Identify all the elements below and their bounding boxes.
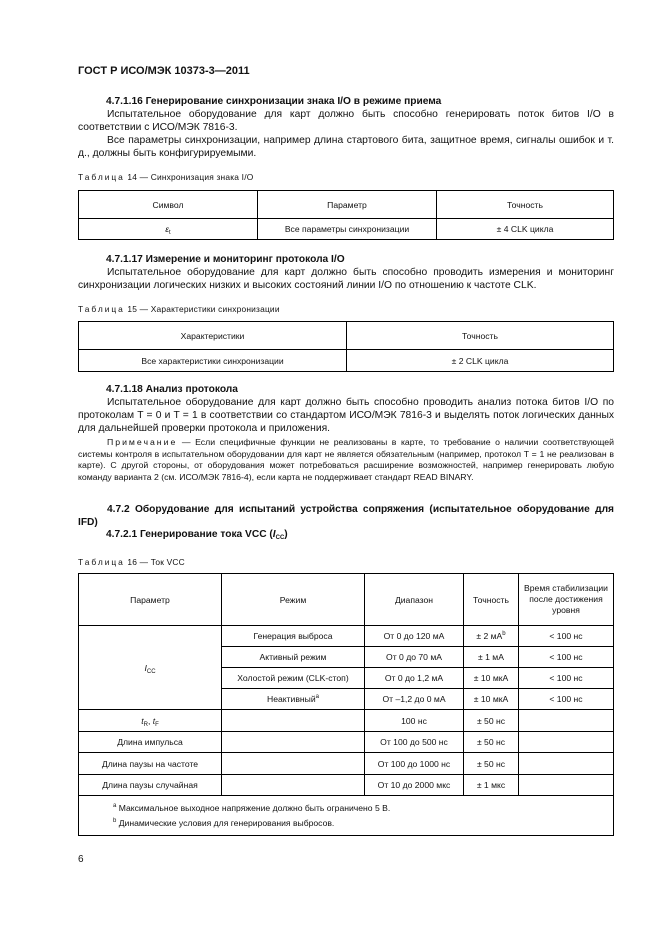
table-cell: < 100 нс (519, 626, 614, 647)
paragraph: Испытательное оборудование для карт должно быть способно проводить измерения и мониторинг синхронизации логических низких и высоких состояний линии I/O по отношению к частоте CLK. (78, 267, 614, 291)
page-number: 6 (78, 854, 84, 865)
section-heading-4-7-2: 4.7.2 Оборудование для испытаний устройства сопряжения (испытательное оборудование для IFD) (78, 504, 614, 528)
empty-cell (519, 753, 614, 775)
empty-cell (222, 710, 365, 732)
table-cell: От 100 до 500 нс (365, 732, 464, 753)
table-cell: ± 1 мкс (464, 775, 519, 796)
header-cell: Диапазон (365, 574, 464, 626)
table-14 (78, 190, 614, 240)
footnote-b: $^b$ Динамические условия для генерирования выбросов. (113, 817, 335, 828)
tr-tf-cell: $t_R$, $t_F$ (79, 710, 222, 732)
table-cell: < 100 нс (519, 668, 614, 689)
header-cell: Параметр (258, 191, 437, 219)
empty-cell (519, 732, 614, 753)
table-cell: ± 50 нс (464, 732, 519, 753)
table-cell: ± 2 CLK цикла (347, 350, 614, 372)
table-cell: От 0 до 120 мА (365, 626, 464, 647)
icc-cell: $I_{CC}$ (79, 626, 222, 710)
header-cell: Время стабилизации после достижения уровня (519, 574, 614, 626)
empty-cell (222, 775, 365, 796)
table-caption: Таблица 16 — Ток VCC (78, 557, 185, 567)
table-cell: ± 50 нс (464, 753, 519, 775)
paragraph: Все параметры синхронизации, например длина стартового бита, защитное время, сигналы ошибок и т. д., должны быть конфигурируемыми. (78, 135, 614, 159)
paragraph: Испытательное оборудование для карт должно быть способно генерировать поток битов I/O в соответствии с ИСО/МЭК 7816-3. (78, 109, 614, 133)
symbol-cell: $\varepsilon_t$ (79, 219, 258, 240)
table-cell: От 0 до 70 мА (365, 647, 464, 668)
table-cell: Активный режим (222, 647, 365, 668)
running-header: ГОСТ Р ИСО/МЭК 10373-3—2011 (78, 65, 250, 77)
table-cell: 100 нс (365, 710, 464, 732)
table-cell: От 0 до 1,2 мА (365, 668, 464, 689)
paragraph: Испытательное оборудование для карт должно быть способно проводить анализ потока битов I/O по протоколам T = 0 и T = 1 в соответствии со стандартом ИСО/МЭК 7816-3 и выделять поток логических данных для дальнейшей проверки протокола и приложения. (78, 397, 614, 434)
table-cell: Длина паузы на частоте (79, 753, 222, 775)
header-cell: Символ (79, 191, 258, 219)
table-cell: ± 50 нс (464, 710, 519, 732)
footnote-a: $^a$ Максимальное выходное напряжение должно быть ограничено 5 В. (113, 802, 391, 813)
table-cell: Все параметры синхронизации (258, 219, 437, 240)
table-cell: Длина паузы случайная (79, 775, 222, 796)
table-cell: От 100 до 1000 нс (365, 753, 464, 775)
empty-cell (519, 710, 614, 732)
table-cell: ± 4 CLK цикла (437, 219, 614, 240)
table-cell: От 10 до 2000 мкс (365, 775, 464, 796)
empty-cell (222, 753, 365, 775)
table-cell: < 100 нс (519, 647, 614, 668)
table-16 (78, 573, 614, 836)
table-cell: < 100 нс (519, 689, 614, 710)
table-cell: ± 10 мкА (464, 668, 519, 689)
section-heading-4-7-1-18: 4.7.1.18 Анализ протокола (106, 384, 238, 395)
table-caption: Таблица 14 — Синхронизация знака I/O (78, 172, 254, 182)
table-cell: От –1,2 до 0 мА (365, 689, 464, 710)
empty-cell (222, 732, 365, 753)
header-cell: Точность (347, 322, 614, 350)
section-heading-4-7-1-16: 4.7.1.16 Генерирование синхронизации знака I/O в режиме приема (106, 96, 442, 107)
table-cell: Все характеристики синхронизации (79, 350, 347, 372)
header-cell: Характеристики (79, 322, 347, 350)
header-cell: Режим (222, 574, 365, 626)
header-cell: Параметр (79, 574, 222, 626)
table-15 (78, 321, 614, 372)
empty-cell (519, 775, 614, 796)
table-cell: Холостой режим (CLK-стоп) (222, 668, 365, 689)
table-cell: Генерация выброса (222, 626, 365, 647)
section-heading-4-7-2-1: 4.7.2.1 Генерирование тока VCC $(I_{CC})$ (106, 529, 288, 541)
section-heading-4-7-1-17: 4.7.1.17 Измерение и мониторинг протокола I/O (106, 254, 345, 265)
note: Примечание — Если специфичные функции не реализованы в карте, то требование о наличии соответствующей системы контроля в испытательном оборудовании для карт не является обязательным (например, протокол T = 1 не реализован в карте). С другой стороны, от оборудования может потребоваться расширение возможностей, например генерировать любую команду варианта 2 (см. ИСО/МЭК 7816-4), если карта не поддерживает стандарт READ BINARY. (78, 437, 614, 482)
table-cell: Неактивный$^a$ (222, 689, 365, 710)
table-cell: Длина импульса (79, 732, 222, 753)
table-cell: ± 10 мкА (464, 689, 519, 710)
header-cell: Точность (437, 191, 614, 219)
header-cell: Точность (464, 574, 519, 626)
table-caption: Таблица 15 — Характеристики синхронизации (78, 304, 280, 314)
table-cell: ± 2 $мА^b$ (464, 626, 519, 647)
table-cell: ± 1 мА (464, 647, 519, 668)
table-footnotes (79, 796, 614, 836)
